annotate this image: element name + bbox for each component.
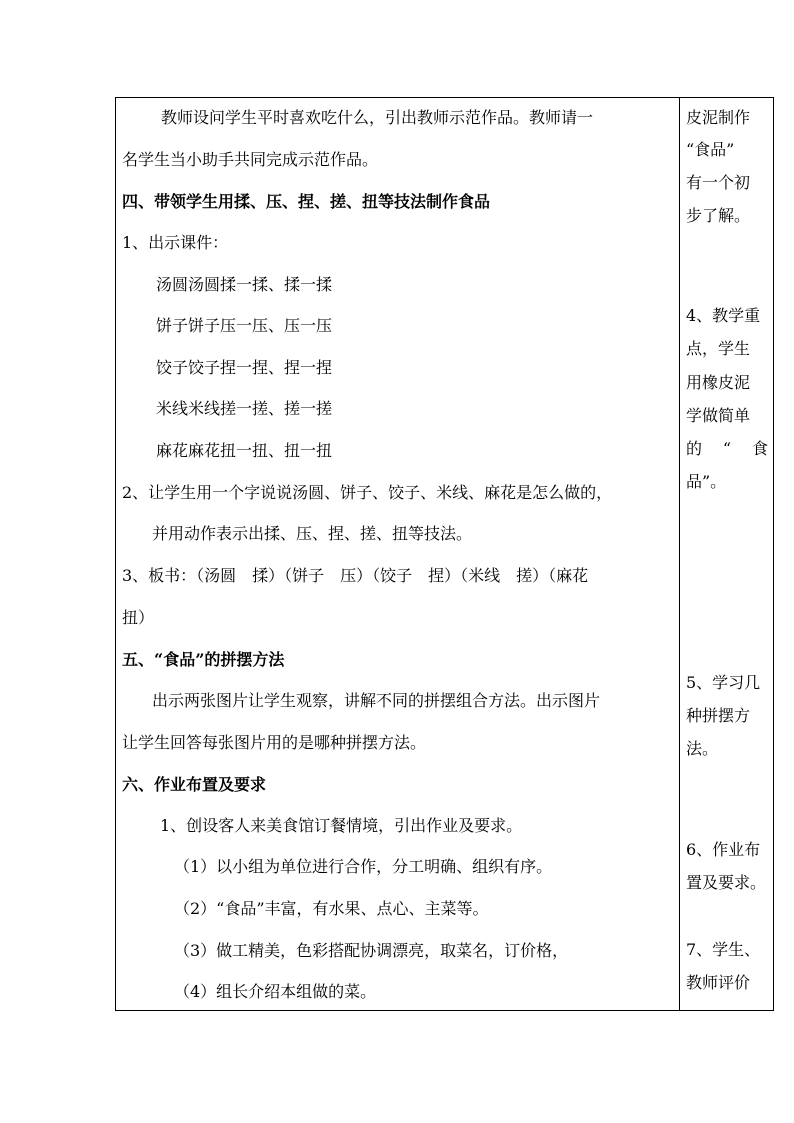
column-divider <box>679 98 680 1010</box>
list-item: 1、出示课件： <box>122 233 229 252</box>
note-char: 的 <box>686 439 703 458</box>
note-line: 皮泥制作 <box>686 108 751 127</box>
note-line: 品”。 <box>686 472 727 491</box>
rhyme-line: 饼子饼子压一压、压一压 <box>156 316 333 335</box>
note-line: 6、作业布 <box>686 840 761 859</box>
requirement-item: （4）组长介绍本组做的菜。 <box>174 982 377 1001</box>
note-line-justified <box>686 439 768 459</box>
note-line: 7、学生、 <box>686 940 761 959</box>
note-char: “ <box>722 439 732 458</box>
section-heading-5: 五、“食品”的拼摆方法 <box>122 650 285 669</box>
list-item-continued: 并用动作表示出揉、压、捏、搓、扭等技法。 <box>152 524 473 543</box>
main-content-column <box>122 0 678 1123</box>
note-line: 有一个初 <box>686 173 751 192</box>
rhyme-line: 饺子饺子捏一捏、捏一捏 <box>156 358 333 377</box>
note-line: 置及要求。 <box>686 873 767 892</box>
rhyme-line: 米线米线搓一搓、搓一搓 <box>156 399 333 418</box>
list-item: 2、让学生用一个字说说汤圆、饼子、饺子、米线、麻花是怎么做的， <box>122 483 613 502</box>
note-line: 种拼摆方 <box>686 706 751 725</box>
rhyme-line: 麻花麻花扭一扭、扭一扭 <box>156 441 333 460</box>
list-item: 1、创设客人来美食馆订餐情境，引出作业及要求。 <box>160 816 523 835</box>
section-heading-6: 六、作业布置及要求 <box>122 775 267 794</box>
note-char: 食 <box>751 439 768 458</box>
note-line: 用橡皮泥 <box>686 373 751 392</box>
section-heading-4: 四、带领学生用揉、压、捏、搓、扭等技法制作食品 <box>122 192 491 211</box>
list-item-continued: 扭） <box>122 608 155 627</box>
requirement-item: （1）以小组为单位进行合作，分工明确、组织有序。 <box>174 857 553 876</box>
note-line: 步了解。 <box>686 206 751 225</box>
paragraph-line: 名学生当小助手共同完成示范作品。 <box>122 150 379 169</box>
note-line: 点，学生 <box>686 339 751 358</box>
note-line: 法。 <box>686 739 719 758</box>
note-line: 教师评价 <box>686 973 751 992</box>
list-item: 3、板书：（汤圆 揉）（饼子 压）（饺子 捏）（米线 搓）（麻花 <box>122 566 589 585</box>
paragraph-line: 出示两张图片让学生观察，讲解不同的拼摆组合方法。出示图片 <box>152 691 601 710</box>
paragraph-line: 让学生回答每张图片用的是哪种拼摆方法。 <box>122 733 427 752</box>
requirement-item: （2）“食品”丰富，有水果、点心、主菜等。 <box>174 899 489 918</box>
note-line: 学做简单 <box>686 406 751 425</box>
note-line: 5、学习几 <box>686 673 761 692</box>
note-line: “食品” <box>686 140 735 159</box>
rhyme-line: 汤圆汤圆揉一揉、揉一揉 <box>156 275 333 294</box>
paragraph-line: 教师设问学生平时喜欢吃什么，引出教师示范作品。教师请一 <box>161 108 594 127</box>
note-line: 4、教学重 <box>686 306 761 325</box>
notes-column <box>686 0 772 1123</box>
requirement-item: （3）做工精美，色彩搭配协调漂亮，取菜名，订价格， <box>174 941 569 960</box>
